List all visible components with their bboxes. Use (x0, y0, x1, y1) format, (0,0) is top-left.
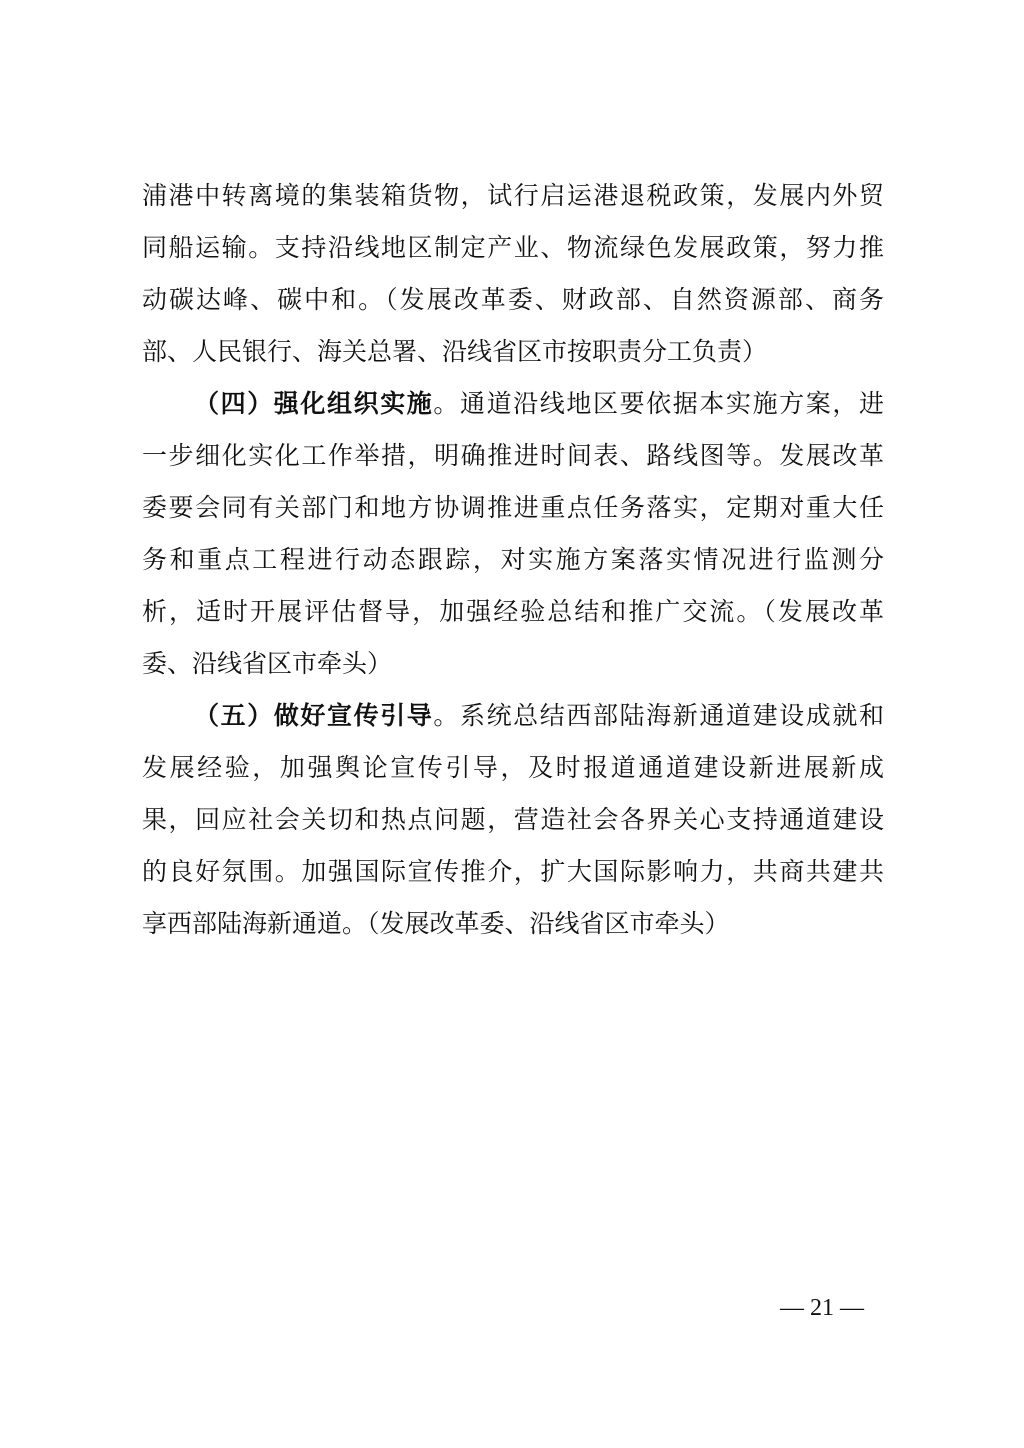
body-line-12: 发展经验，加强舆论宣传引导，及时报道通道建设新进展新成 (142, 753, 884, 782)
section-five-heading: （五）做好宣传引导 (194, 701, 434, 730)
body-line-14: 的良好氛围。加强国际宣传推介，扩大国际影响力，共商共建共 (142, 857, 884, 886)
body-line-15: 享西部陆海新通道。（发展改革委、沿线省区市牵头） (142, 909, 730, 938)
body-line-1: 浦港中转离境的集装箱货物，试行启运港退税政策，发展内外贸 (142, 181, 884, 210)
body-line-13: 果，回应社会关切和热点问题，营造社会各界关心支持通道建设 (142, 805, 884, 834)
section-five-text: 。系统总结西部陆海新通道建设成就和 (433, 701, 884, 730)
body-line-6: 一步细化实化工作举措，明确推进时间表、路线图等。发展改革 (142, 441, 884, 470)
body-line-2: 同船运输。支持沿线地区制定产业、物流绿色发展政策，努力推 (142, 233, 884, 262)
section-four-first-line (194, 378, 884, 430)
body-line-10: 委、沿线省区市牵头） (142, 649, 393, 678)
section-five-first-line (194, 690, 884, 742)
body-line-8: 务和重点工程进行动态跟踪，对实施方案落实情况进行监测分 (142, 545, 884, 574)
body-line-7: 委要会同有关部门和地方协调推进重点任务落实，定期对重大任 (142, 493, 884, 522)
body-line-3: 动碳达峰、碳中和。（发展改革委、财政部、自然资源部、商务 (142, 285, 884, 314)
section-four-heading: （四）强化组织实施 (194, 389, 434, 418)
body-line-9: 析，适时开展评估督导，加强经验总结和推广交流。（发展改革 (142, 597, 884, 626)
body-line-4: 部、人民银行、海关总署、沿线省区市按职责分工负责） (142, 337, 768, 366)
section-four-text: 。通道沿线地区要依据本实施方案，进 (433, 389, 884, 418)
page-number: — 21 — (780, 1295, 864, 1321)
